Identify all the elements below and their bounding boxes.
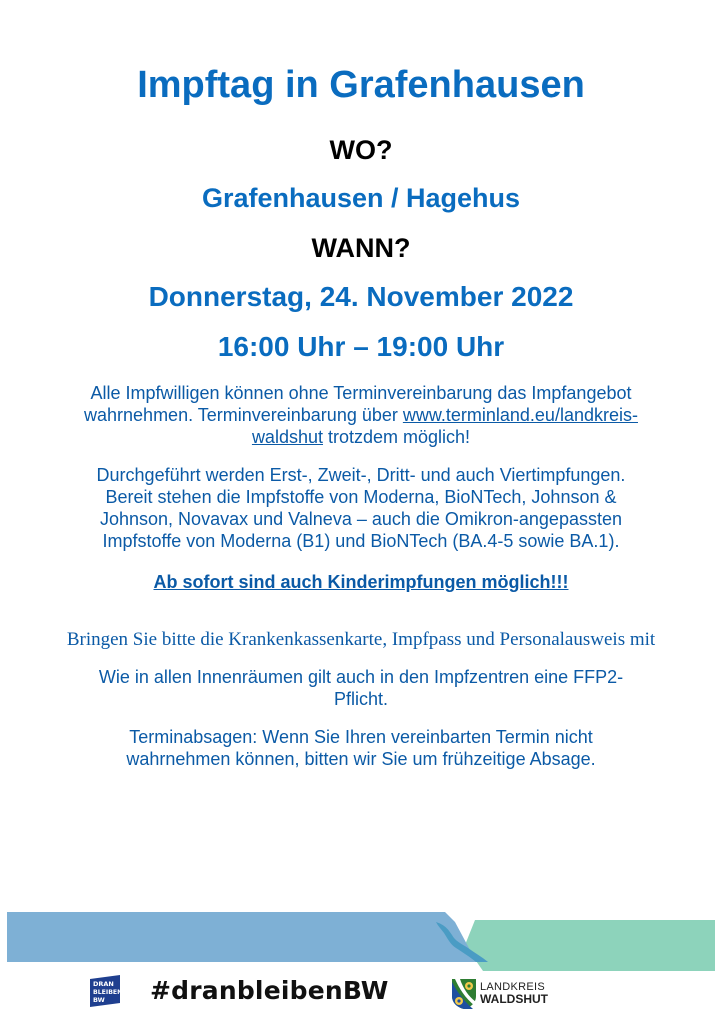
decorative-banner (0, 905, 722, 975)
cancel-line1: Terminabsagen: Wenn Sie Ihren vereinbarten Termin nicht (129, 727, 593, 747)
vaccines-paragraph (0, 464, 722, 552)
cancellation-paragraph (0, 726, 722, 770)
where-label: WO? (329, 135, 393, 165)
landkreis-waldshut-coat-of-arms-icon (451, 978, 477, 1010)
para2-line: Impfstoffe von Moderna (B1) und BioNTech (BA.4-5 sowie BA.1). (102, 531, 620, 551)
svg-text:BLEIBEN: BLEIBEN (93, 989, 122, 996)
mask-line1: Wie in allen Innenräumen gilt auch in den Impfzentren eine FFP2- (98, 667, 624, 687)
para1-line2-text: wahrnehmen. Terminvereinbarung über (84, 405, 403, 425)
hashtag-dranbleibenbw: #dranbleibenBW (150, 976, 389, 1005)
kids-vaccination-notice: Ab sofort sind auch Kinderimpfungen möglich!!! (153, 572, 569, 592)
para1-line3 (0, 426, 722, 448)
banner-blue-shape (7, 912, 488, 962)
location-text: Grafenhausen / Hagehus (201, 183, 521, 213)
mask-paragraph (0, 666, 722, 710)
kids-notice-row (0, 571, 722, 593)
para1-line1: Alle Impfwilligen können ohne Terminvereinbarung das Impfangebot (90, 383, 632, 403)
banner-green-shape (465, 920, 715, 971)
walk-in-paragraph (0, 382, 722, 448)
para2-line: Johnson, Novavax und Valneva – auch die Omikron-angepassten (100, 509, 622, 529)
terminland-link-part1[interactable]: www.terminland.eu/landkreis- (402, 405, 638, 425)
poster-title: Impftag in Grafenhausen (137, 64, 585, 106)
landkreis-label: LANDKREIS (480, 981, 546, 993)
bring-documents-notice: Bringen Sie bitte die Krankenkassenkarte, Impfpass und Personalausweis mit (66, 629, 656, 650)
para1-line3-text: trotzdem möglich! (322, 427, 471, 447)
para2-line: Durchgeführt werden Erst-, Zweit-, Dritt- und auch Viertimpfungen. (96, 465, 626, 485)
cancel-line2: wahrnehmen können, bitten wir Sie um frühzeitige Absage. (126, 749, 596, 769)
dranbleiben-logo-icon (88, 975, 122, 1007)
terminland-link-part2[interactable]: waldshut (251, 427, 323, 447)
para1-line2 (0, 404, 722, 426)
svg-text:DRAN: DRAN (93, 980, 114, 988)
mask-line2: Pflicht. (333, 689, 389, 709)
time-text: 16:00 Uhr – 19:00 Uhr (217, 331, 505, 362)
landkreis-waldshut-wordmark (480, 981, 548, 1005)
waldshut-label: WALDSHUT (480, 992, 548, 1006)
svg-text:BW: BW (93, 996, 105, 1004)
when-label: WANN? (311, 233, 411, 263)
para2-line: Bereit stehen die Impfstoffe von Moderna, BioNTech, Johnson & (105, 487, 617, 507)
date-text: Donnerstag, 24. November 2022 (148, 281, 574, 312)
